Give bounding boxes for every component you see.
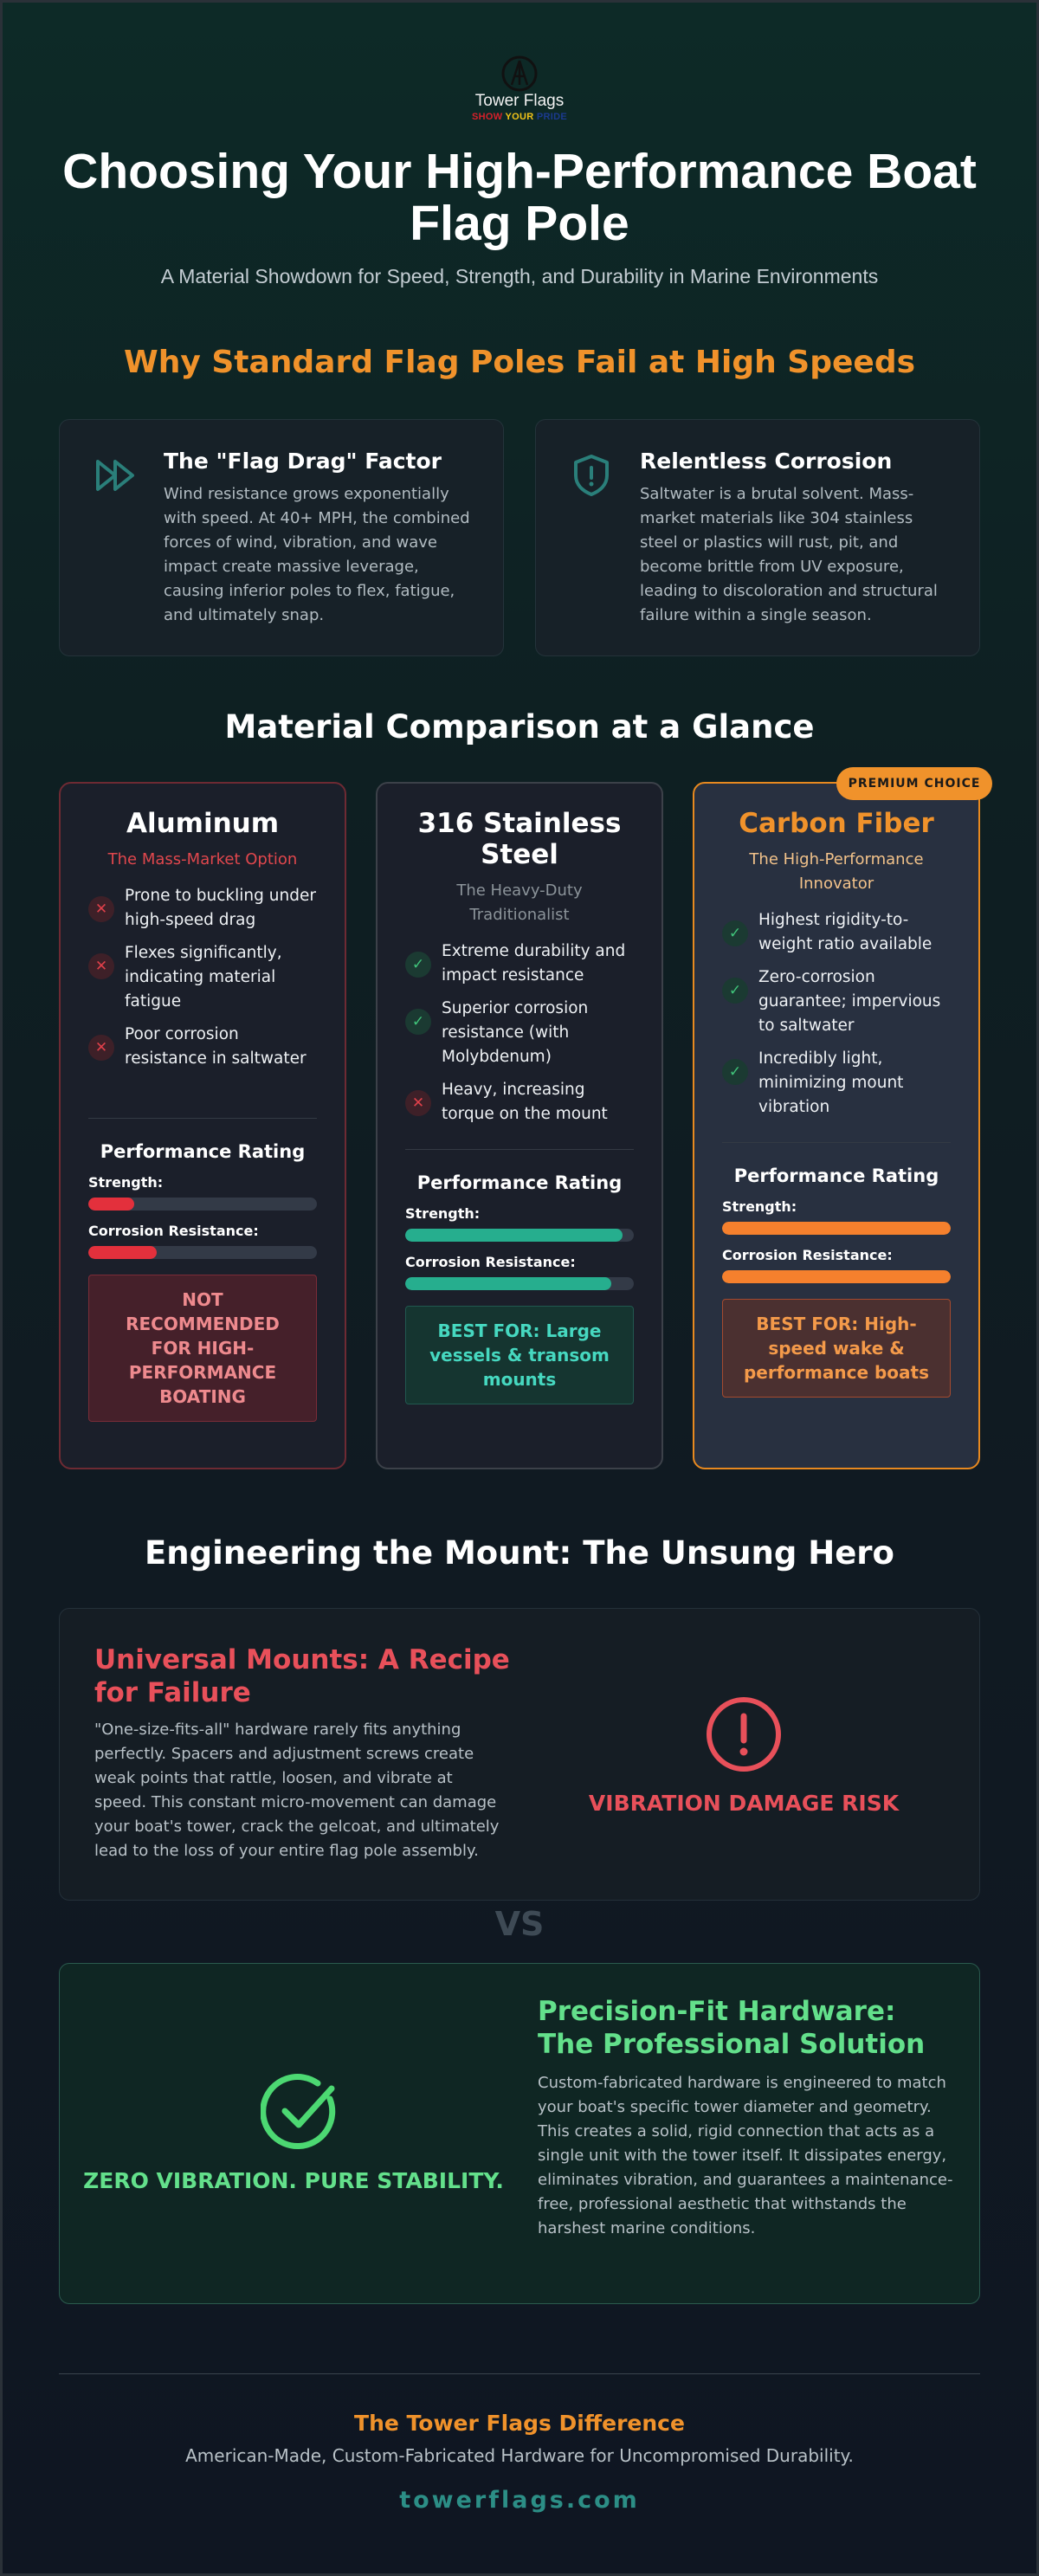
material-tagline: The Mass-Market Option — [107, 850, 298, 868]
material-name: Aluminum — [126, 808, 280, 839]
card-divider — [722, 1142, 951, 1143]
shield-alert-icon — [567, 451, 616, 500]
universal-mount-title: Universal Mounts: A Recipe for Failure — [94, 1644, 510, 1708]
verdict-box: NOT RECOMMENDED FOR HIGH-PERFORMANCE BOATING — [88, 1275, 317, 1422]
stainless-card — [376, 782, 663, 1469]
bar-fill — [405, 1229, 623, 1242]
vibration-risk-label: VIBRATION DAMAGE RISK — [588, 1791, 900, 1816]
x-icon: ✕ — [88, 896, 114, 922]
feature-item: ✓ Incredibly light, minimizing mount vibration — [722, 1047, 951, 1120]
check-circle-icon — [261, 2073, 340, 2153]
footer-heading: The Tower Flags Difference — [354, 2411, 685, 2436]
flag-drag-text: Wind resistance grows exponentially with speed. At 40+ MPH, the combined forces of wind, vibration, and wave impact create massive leverage, causing inferior poles to flex, fatigue, and ultimately snap. — [164, 485, 470, 624]
feature-item: ✓ Extreme durability and impact resistance — [405, 939, 634, 988]
verdict-box: BEST FOR: High-speed wake & performance boats — [722, 1299, 951, 1398]
bar-fill — [722, 1270, 951, 1283]
material-tagline: The Heavy-Duty Traditionalist — [456, 881, 583, 924]
x-icon: ✕ — [88, 953, 114, 979]
strength-label: Strength: — [88, 1174, 164, 1191]
footer-website-link[interactable]: towerflags.com — [399, 2487, 640, 2514]
card-divider — [88, 1118, 317, 1119]
carbon-fiber-card — [693, 782, 980, 1469]
vs-divider: VS — [494, 1905, 545, 1943]
mount-heading: Engineering the Mount: The Unsung Hero — [145, 1534, 894, 1572]
aluminum-card — [59, 782, 346, 1469]
footer-divider — [59, 2373, 980, 2374]
footer-subtitle: American-Made, Custom-Fabricated Hardware for Uncompromised Durability. — [185, 2445, 854, 2466]
flag-drag-card — [59, 419, 504, 656]
verdict-box: BEST FOR: Large vessels & transom mounts — [405, 1306, 634, 1404]
feature-item: ✕ Prone to buckling under high-speed drag — [88, 884, 317, 933]
bar-fill — [88, 1246, 157, 1259]
material-name: Carbon Fiber — [739, 808, 934, 839]
feature-item: ✓ Superior corrosion resistance (with Molybdenum) — [405, 997, 634, 1069]
check-icon: ✓ — [722, 1059, 748, 1085]
page-subtitle: A Material Showdown for Speed, Strength, and Durability in Marine Environments — [160, 265, 879, 287]
feature-item: ✕ Heavy, increasing torque on the mount — [405, 1078, 634, 1127]
alert-circle-icon — [705, 1695, 783, 1773]
comparison-heading: Material Comparison at a Glance — [224, 708, 815, 746]
corrosion-label: Corrosion Resistance: — [88, 1223, 259, 1239]
bar-fill — [88, 1198, 134, 1211]
strength-bar — [722, 1222, 951, 1235]
corrosion-bar — [722, 1270, 951, 1283]
performance-heading: Performance Rating — [733, 1165, 939, 1186]
feature-item: ✓ Highest rigidity-to-weight ratio available — [722, 908, 951, 957]
corrosion-card — [535, 419, 980, 656]
feature-item: ✕ Flexes significantly, indicating material fatigue — [88, 941, 317, 1014]
precision-fit-card — [59, 1963, 980, 2304]
performance-heading: Performance Rating — [100, 1141, 306, 1162]
precision-fit-text: Custom-fabricated hardware is engineered to match your boat's specific tower diameter and geometry. This creates a solid, rigid connection that acts as a single unit with the tower itself. It dissipates energy, eliminates vibration, and guarantees a maintenance-free, professional aesthetic that withstands the harshest marine conditions. — [538, 2074, 953, 2237]
x-icon: ✕ — [405, 1090, 431, 1116]
check-icon: ✓ — [405, 1009, 431, 1035]
feature-item: ✓ Zero-corrosion guarantee; impervious to saltwater — [722, 965, 951, 1038]
check-icon: ✓ — [722, 978, 748, 1004]
logo-name: Tower Flags — [474, 92, 565, 110]
zero-vibration-label: ZERO VIBRATION. PURE STABILITY. — [83, 2168, 504, 2193]
corrosion-label: Corrosion Resistance: — [405, 1254, 576, 1270]
strength-bar — [405, 1229, 634, 1242]
bar-fill — [722, 1222, 951, 1235]
material-tagline: The High-Performance Innovator — [749, 850, 924, 893]
strength-label: Strength: — [722, 1198, 797, 1215]
problems-heading: Why Standard Flag Poles Fail at High Speeds — [123, 345, 916, 380]
universal-mount-card — [59, 1608, 980, 1901]
card-divider — [405, 1149, 634, 1150]
material-name: 316 Stainless Steel — [417, 808, 622, 870]
universal-mount-text: "One-size-fits-all" hardware rarely fits anything perfectly. Spacers and adjustment screws create weak points that rattle, loosen, and vibrate at speed. This constant micro-movement can damage your boat's tower, crack the gelcoat, and ultimately lead to the loss of your entire flag pole assembly. — [94, 1721, 500, 1860]
precision-fit-title: Precision-Fit Hardware: The Professional Solution — [538, 1996, 926, 2060]
brand-logo[interactable] — [468, 54, 571, 122]
tower-logo-icon — [500, 54, 539, 94]
x-icon: ✕ — [88, 1035, 114, 1061]
check-icon: ✓ — [722, 920, 748, 946]
feature-item: ✕ Poor corrosion resistance in saltwater — [88, 1023, 317, 1071]
corrosion-bar — [405, 1277, 634, 1290]
corrosion-text: Saltwater is a brutal solvent. Mass-market materials like 304 stainless steel or plastics will rust, pit, and become brittle from UV exposure, leading to discoloration and structural failure within a single season. — [640, 485, 938, 624]
strength-label: Strength: — [405, 1205, 481, 1222]
flag-drag-title: The "Flag Drag" Factor — [164, 449, 442, 474]
check-icon: ✓ — [405, 952, 431, 978]
fast-forward-icon — [91, 451, 139, 500]
bar-fill — [405, 1277, 611, 1290]
premium-badge: PREMIUM CHOICE — [836, 767, 992, 800]
corrosion-bar — [88, 1246, 317, 1259]
page-title: Choosing Your High-Performance Boat Flag Pole — [62, 144, 977, 251]
corrosion-label: Corrosion Resistance: — [722, 1247, 893, 1263]
corrosion-title: Relentless Corrosion — [640, 449, 893, 474]
logo-tagline: SHOW YOUR PRIDE — [471, 112, 568, 122]
performance-heading: Performance Rating — [416, 1172, 623, 1193]
strength-bar — [88, 1198, 317, 1211]
